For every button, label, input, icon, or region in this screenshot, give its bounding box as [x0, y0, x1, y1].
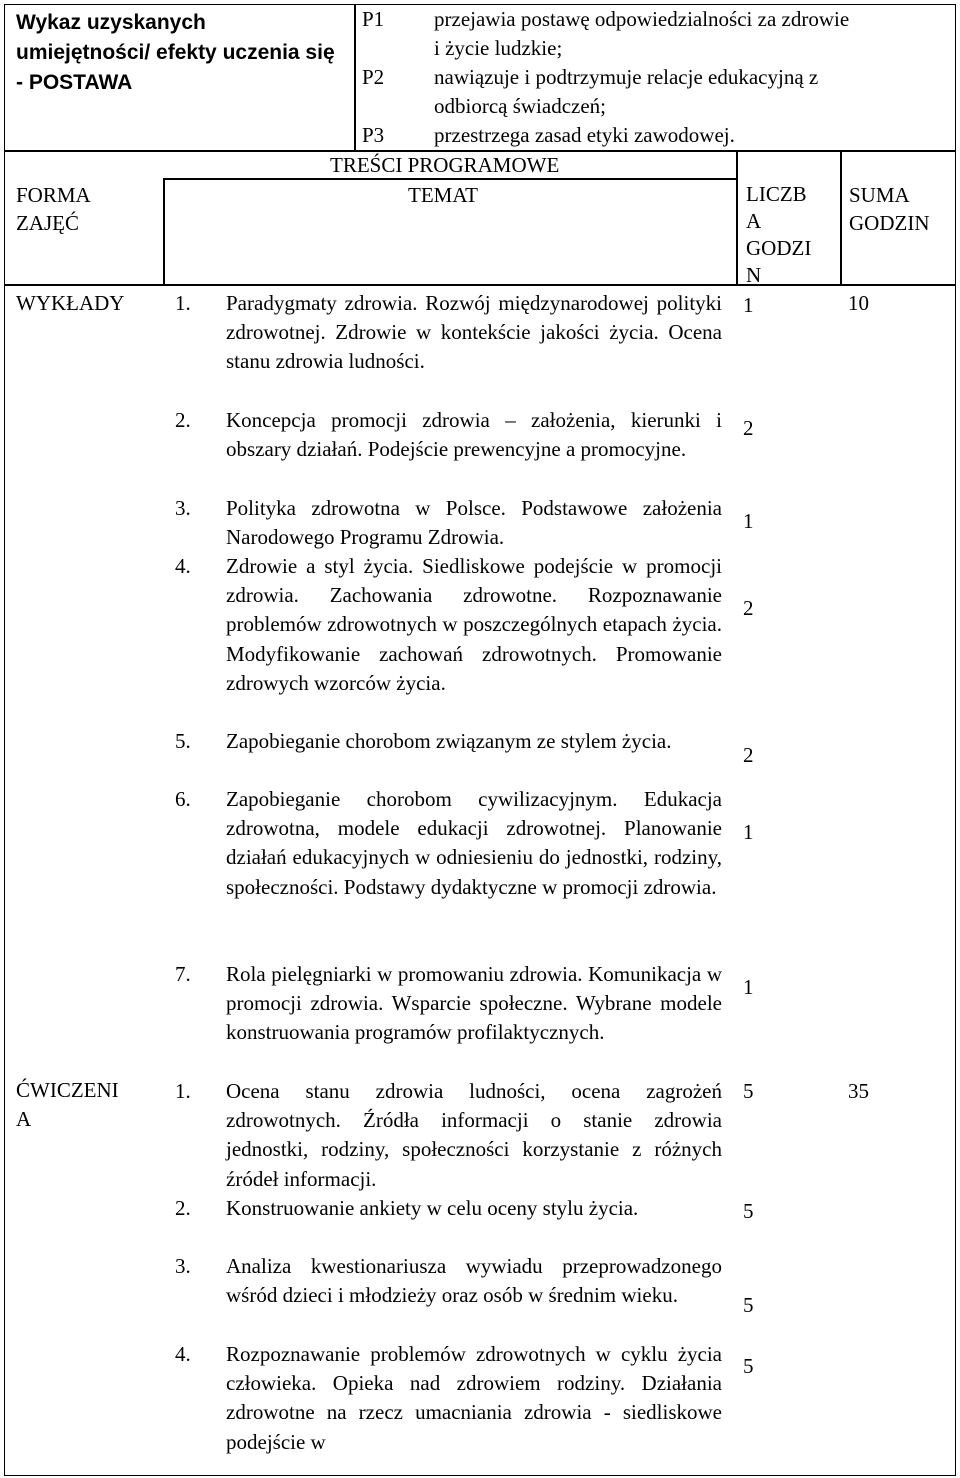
lecture-topic: Polityka zdrowotna w Polsce. Podstawowe założenia Narodowego Programu Zdrowia. [226, 496, 722, 550]
header-form: FORMA ZAJĘĆ [16, 183, 91, 235]
exercises-sum-hours: 35 [848, 1079, 869, 1103]
exercise-hours: 5 [743, 1354, 754, 1378]
lecture-topic: Koncepcja promocji zdrowia – założenia, kierunki i obszary działań. Podejście prewencyjne a promocyjne. [226, 408, 722, 462]
lectures-sum-hours: 10 [848, 291, 869, 315]
lecture-number: 3. [175, 496, 191, 520]
lecture-number: 6. [175, 787, 191, 811]
exercise-number: 1. [175, 1079, 191, 1103]
divider-header-bottom [4, 284, 956, 286]
exercise-number: 4. [175, 1342, 191, 1366]
lecture-hours: 1 [743, 820, 754, 844]
lecture-number: 5. [175, 729, 191, 753]
attitude-desc-p2: nawiązuje i podtrzymuje relacje edukacyjną z odbiorcą świadczeń; [434, 65, 819, 118]
attitude-code-p3: P3 [362, 123, 385, 147]
lecture-topic: Zapobieganie chorobom cywilizacyjnym. Edukacja zdrowotna, modele edukacji zdrowotnej. Planowanie działań edukacyjnych w odniesieniu do jednostki, rodziny, społeczności. Podstawy dydaktyczne w promocji zdrowia. [226, 787, 722, 899]
lecture-topic: Zapobieganie chorobom związanym ze stylem życia. [226, 729, 672, 753]
divider-topic-column [736, 150, 738, 284]
header-topic: TEMAT [408, 183, 478, 207]
attitude-desc-p3: przestrzega zasad etyki zawodowej. [434, 123, 735, 147]
lecture-hours: 2 [743, 743, 754, 767]
exercise-topic: Rozpoznawanie problemów zdrowotnych w cyklu życia człowieka. Opieka nad zdrowiem rodziny. Działania zdrowotne na rzecz umacniania zdrowia - siedliskowe podejście w [226, 1342, 722, 1454]
lecture-number: 7. [175, 962, 191, 986]
lecture-hours: 2 [743, 416, 754, 440]
attitude-label: Wykaz uzyskanych umiejętności/ efekty uczenia się - POSTAWA [16, 11, 335, 94]
exercise-hours: 5 [743, 1199, 754, 1223]
divider-hours-column [840, 150, 842, 284]
lecture-hours: 1 [743, 509, 754, 533]
exercise-number: 3. [175, 1254, 191, 1278]
lecture-topic: Paradygmaty zdrowia. Rozwój międzynarodowej polityki zdrowotnej. Zdrowie w kontekście jakości życia. Ocena stanu zdrowia ludności. [226, 291, 722, 374]
lecture-hours: 1 [743, 293, 754, 317]
exercises-form-label: ĆWICZENI A [16, 1078, 119, 1132]
lecture-topic: Zdrowie a styl życia. Siedliskowe podejście w promocji zdrowia. Zachowania zdrowotne. Rozpoznawanie problemów zdrowotnych w poszczególnych etapach życia. Modyfikowanie zachowań zdrowotnych. Promowanie zdrowych wzorców życia. [226, 554, 722, 695]
exercise-number: 2. [175, 1196, 191, 1220]
divider-attitude-label [354, 4, 356, 150]
exercise-hours: 5 [743, 1079, 754, 1103]
attitude-code-p2: P2 [362, 65, 385, 89]
lecture-hours: 2 [743, 596, 754, 620]
attitude-code-p1: P1 [362, 7, 385, 31]
lecture-hours: 1 [743, 975, 754, 999]
lecture-number: 1. [175, 291, 191, 315]
header-hours: LICZB A GODZI N [746, 182, 812, 287]
lecture-number: 2. [175, 408, 191, 432]
divider-form-column [163, 178, 165, 284]
exercise-hours: 5 [743, 1293, 754, 1317]
lectures-form-label: WYKŁADY [16, 291, 125, 315]
header-sum: SUMA GODZIN [849, 183, 930, 235]
exercise-topic: Ocena stanu zdrowia ludności, ocena zagrożeń zdrowotnych. Źródła informacji o stanie zdrowia jednostki, rodziny, społeczności korzystanie z różnych źródeł informacji. [226, 1079, 722, 1191]
lecture-topic: Rola pielęgniarki w promowaniu zdrowia. Komunikacja w promocji zdrowia. Wsparcie społeczne. Wybrane modele konstruowania programów profilaktycznych. [226, 962, 722, 1045]
exercise-topic: Analiza kwestionariusza wywiadu przeprowadzonego wśród dzieci i młodzieży oraz osób w średnim wieku. [226, 1254, 722, 1308]
attitude-desc-p1: przejawia postawę odpowiedzialności za zdrowie i życie ludzkie; [434, 7, 850, 60]
exercise-topic: Konstruowanie ankiety w celu oceny stylu życia. [226, 1196, 639, 1220]
section-title: TREŚCI PROGRAMOWE [330, 153, 560, 177]
lecture-number: 4. [175, 554, 191, 578]
